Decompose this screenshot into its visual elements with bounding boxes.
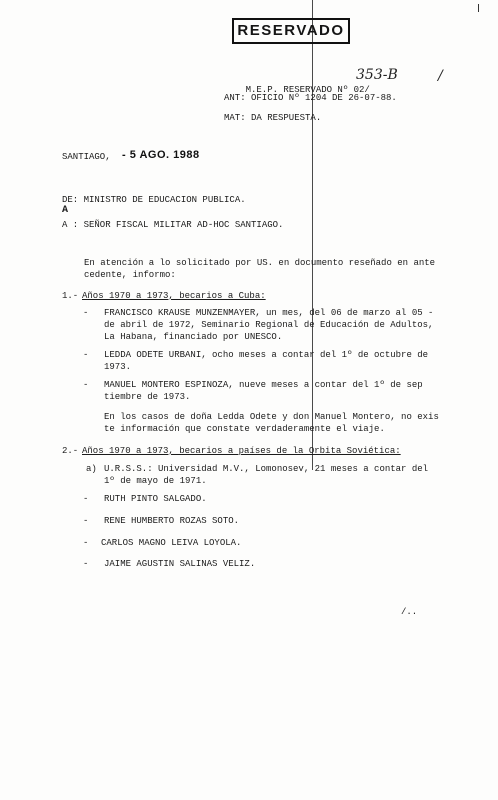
list-item-line: LEDDA ODETE URBANI, ocho meses a contar del 1º de octubre de: [104, 350, 429, 360]
section-1-heading: Años 1970 a 1973, becarios a Cuba:: [82, 291, 266, 301]
scholar-name: CARLOS MAGNO LEIVA LOYOLA.: [101, 538, 242, 548]
section-2-heading: Años 1970 a 1973, becarios a países de la Orbita Soviética:: [82, 446, 401, 456]
reference-handwritten-number: 353-B: [356, 67, 398, 83]
scholar-name: RENE HUMBERTO ROZAS SOTO.: [104, 516, 240, 526]
scholar-name: RUTH PINTO SALGADO.: [104, 494, 207, 504]
list-item-line: FRANCISCO KRAUSE MUNZENMAYER, un mes, del 06 de marzo al 05 -: [104, 308, 434, 318]
subsection-line: 1º de mayo de 1971.: [104, 476, 207, 486]
intro-line: cedente, informo:: [84, 270, 176, 280]
list-item-line: La Habana, financiado por UNESCO.: [104, 332, 283, 342]
classification-stamp: [232, 18, 350, 44]
reference-prefix: M.E.P. RESERVADO Nº 02/: [245, 85, 370, 95]
list-dash: -: [83, 538, 89, 548]
list-dash: -: [83, 350, 89, 360]
continuation-mark: /..: [401, 607, 418, 617]
list-item-line: tiembre de 1973.: [104, 392, 191, 402]
scan-crease-line: [312, 0, 313, 470]
stamp-label: RESERVADO: [237, 22, 345, 39]
list-dash: -: [83, 494, 89, 504]
subsection-line: U.R.S.S.: Universidad M.V., Lomonosev, 21 meses a contar del: [104, 464, 429, 474]
list-item-line: 1973.: [104, 362, 132, 372]
scholar-name: JAIME AGUSTIN SALINAS VELIZ.: [104, 559, 256, 569]
list-dash: -: [83, 559, 89, 569]
list-item-line: MANUEL MONTERO ESPINOZA, nueve meses a contar del 1º de sep: [104, 380, 423, 390]
section-1-note-line: En los casos de doña Ledda Odete y don Manuel Montero, no exis: [104, 412, 439, 422]
recipient-line: A : SEÑOR FISCAL MILITAR AD-HOC SANTIAGO.: [62, 220, 284, 230]
list-dash: -: [83, 380, 89, 390]
date-stamp: - 5 AGO. 1988: [122, 149, 200, 161]
recipient-mark: A: [62, 205, 69, 216]
sender-line: DE: MINISTRO DE EDUCACION PUBLICA.: [62, 195, 246, 205]
list-item-line: de abril de 1972, Seminario Regional de Educación de Adultos,: [104, 320, 434, 330]
antecedent-line: ANT: OFICIO Nº 1204 DE 26-07-88.: [224, 93, 397, 103]
scan-mark: [478, 4, 479, 12]
intro-line: En atención a lo solicitado por US. en documento reseñado en ante: [84, 258, 436, 268]
section-1-note-line: te información que constate verdaderamente el viaje.: [104, 424, 385, 434]
place: SANTIAGO,: [62, 152, 111, 162]
list-dash: -: [83, 516, 89, 526]
subsection-label: a): [86, 464, 97, 474]
section-1-number: 1.-: [62, 291, 79, 301]
section-2-number: 2.-: [62, 446, 79, 456]
reference-handwritten-slash: /: [438, 68, 443, 84]
list-dash: -: [83, 308, 89, 318]
subject-line: MAT: DA RESPUESTA.: [224, 113, 322, 123]
